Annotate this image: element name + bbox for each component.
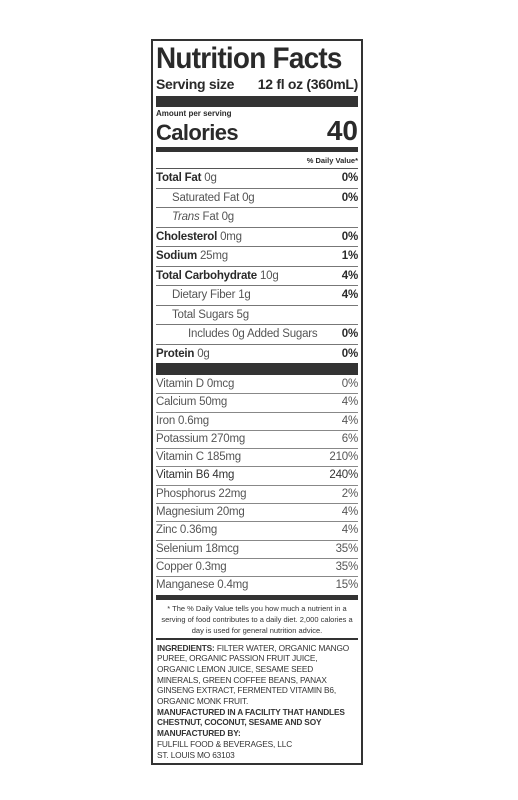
ingredients-label: INGREDIENTS: (157, 642, 215, 653)
vitamin-name: Calcium 50mg (156, 396, 228, 409)
calories-row (156, 115, 358, 146)
nutrient-row-total-sugars (156, 306, 358, 326)
nutrient-amount: 25mg (199, 250, 228, 262)
nutrient-name: Cholesterol (156, 230, 218, 243)
amount-per-serving: Amount per serving (156, 109, 232, 118)
vitamin-name: Iron 0.6mg (156, 414, 209, 427)
facility-statement: MANUFACTURED IN A FACILITY THAT HANDLES CHESTNUT, COCONUT, SESAME AND SOY (157, 706, 345, 728)
vitamin-dv: 35% (335, 560, 358, 573)
nutrient-name: Sodium (156, 250, 197, 262)
vitamin-row (156, 486, 358, 504)
nutrient-name-italic: Trans (172, 211, 200, 223)
vitamin-row (156, 577, 358, 599)
vitamin-row (156, 449, 358, 467)
nutrient-name: Fat (202, 211, 219, 223)
vitamin-name: Vitamin D 0mcg (156, 378, 235, 390)
nutrient-row-total-fat (156, 169, 358, 189)
nutrient-dv: 1% (341, 250, 358, 262)
nutrient-name: Dietary Fiber (172, 289, 236, 301)
medium-divider (156, 147, 358, 152)
calories-value: 40 (326, 115, 358, 146)
vitamin-row (156, 467, 358, 485)
nutrient-dv: 0% (341, 230, 358, 243)
vitamin-row (156, 559, 358, 577)
vitamin-row (156, 504, 358, 522)
nutrient-name: Total Sugars (172, 308, 234, 321)
nutrient-amount: 10g (259, 269, 279, 282)
vitamin-dv: 4% (341, 524, 358, 537)
thick-divider (156, 96, 358, 107)
nutrient-amount: 0mg (220, 230, 242, 243)
vitamin-name: Vitamin B6 4mg (156, 469, 235, 482)
nutrient-name: Total Fat (156, 172, 202, 184)
nutrient-row-cholesterol (156, 228, 358, 248)
vitamin-dv: 35% (335, 542, 358, 555)
vitamin-row (156, 376, 358, 394)
vitamin-dv: 4% (341, 414, 358, 427)
thick-divider (156, 363, 358, 375)
nutrient-name: Protein (156, 347, 195, 360)
daily-value-footnote: * The % Daily Value tells you how much a nutrient in a serving of food contributes to a daily diet. 2,000 calories a day is used for general nutrition advice. (156, 600, 358, 640)
nutrient-row-dietary-fiber (156, 286, 358, 306)
nutrient-amount: 5g (236, 308, 249, 321)
vitamin-dv: 0% (341, 378, 358, 390)
vitamin-name: Copper 0.3mg (156, 560, 227, 573)
manufacturer-city: ST. LOUIS MO 63103 (157, 749, 235, 760)
nutrient-row-protein (156, 345, 358, 364)
serving-size-row (156, 76, 358, 92)
nutrient-amount: 0g (221, 211, 234, 223)
nutrient-row-saturated-fat (156, 189, 358, 209)
vitamin-dv: 240% (329, 469, 358, 482)
nutrient-dv: 4% (341, 269, 358, 282)
serving-size-value: 12 fl oz (360mL) (257, 76, 358, 92)
nutrient-row-sodium (156, 247, 358, 267)
vitamin-name: Vitamin C 185mg (156, 451, 241, 464)
nutrient-dv: 0% (341, 347, 358, 360)
vitamin-name: Phosphorus 22mg (156, 487, 247, 500)
nutrient-row-added-sugars (156, 325, 358, 345)
vitamin-dv: 2% (341, 487, 358, 500)
nutrient-row-trans-fat (156, 208, 358, 228)
vitamin-name: Magnesium 20mg (156, 506, 245, 519)
nutrient-amount: 0g (204, 172, 217, 184)
manufacturer-label: MANUFACTURED BY: (157, 728, 241, 739)
vitamin-dv: 210% (329, 451, 358, 464)
nutrient-dv: 0% (341, 191, 358, 204)
daily-value-header: % Daily Value* (156, 154, 358, 169)
vitamin-name: Selenium 18mcg (156, 542, 239, 555)
nutrient-amount: 1g (238, 289, 251, 301)
nutrient-name: Total Carbohydrate (156, 269, 257, 282)
vitamin-row (156, 413, 358, 431)
nutrition-facts-label (151, 39, 363, 765)
ingredients-section (156, 640, 358, 764)
manufacturer-name: FULFILL FOOD & BEVERAGES, LLC (157, 738, 293, 749)
nutrient-dv: 0% (341, 328, 358, 340)
nutrient-name: Saturated Fat (172, 191, 240, 204)
vitamin-row (156, 431, 358, 449)
label-title: Nutrition Facts (156, 42, 342, 75)
vitamin-name: Manganese 0.4mg (156, 579, 249, 592)
nutrient-amount: 0g (197, 347, 210, 360)
vitamin-row (156, 541, 358, 559)
nutrient-dv: 4% (341, 289, 358, 301)
calories-label: Calories (156, 120, 239, 145)
vitamin-dv: 4% (341, 396, 358, 409)
vitamin-row (156, 522, 358, 540)
nutrient-amount: 0g (242, 191, 255, 204)
vitamin-row (156, 394, 358, 412)
serving-size-label: Serving size (156, 76, 235, 92)
vitamin-dv: 4% (341, 506, 358, 519)
ingredients-text: FILTER WATER, ORGANIC MANGO PUREE, ORGANIC PASSION FRUIT JUICE, ORGANIC LEMON JUICE, SESAME SEED MINERALS, GREEN COFFEE BEANS, PANAX GINSENG EXTRACT, FERMENTED VITAMIN B6, ORGANIC MONK FRUIT. (157, 642, 350, 707)
nutrient-row-total-carbohydrate (156, 267, 358, 287)
vitamin-dv: 15% (335, 579, 358, 592)
vitamin-dv: 6% (341, 432, 358, 445)
vitamin-name: Zinc 0.36mg (156, 524, 218, 537)
nutrient-name: Includes 0g Added Sugars (188, 328, 318, 340)
nutrient-dv: 0% (341, 172, 358, 184)
vitamin-name: Potassium 270mg (156, 432, 246, 445)
